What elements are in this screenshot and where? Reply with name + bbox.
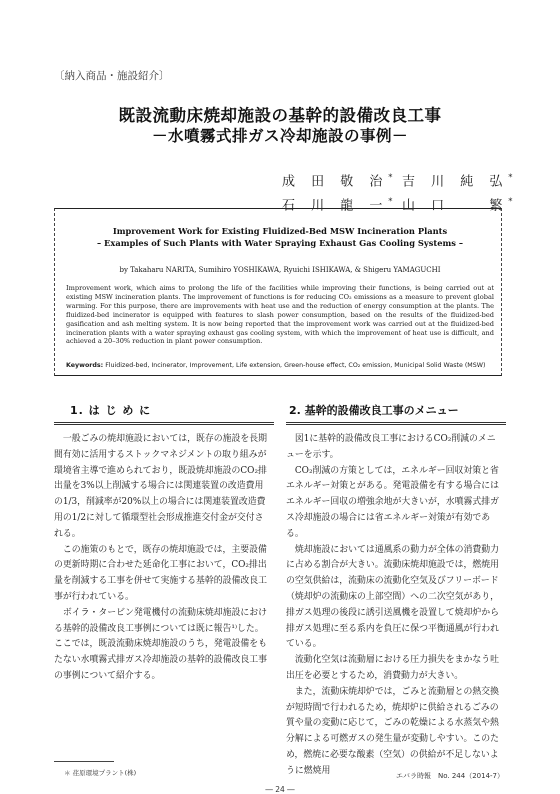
paragraph: この施策のもとで，既存の焼却施設では，主要設備の更新時期に合わせた延命化工事において，CO₂排出量を削減する工事を併せて実施する基幹的設備改良工事が行われている。 <box>54 544 267 602</box>
section-2-heading: 2. 基幹的設備改良工事のメニュー <box>289 404 459 417</box>
english-abstract: Improvement work, which aims to prolong the life of the facilities while improving their functions, is being carried out at existing MSW incineration plants. The improvement of functions is for reducing CO₂ emissions as a measure to prevent global warming. For this purpose, there are improvements with heat use and the reduction of energy consumption at the plants. The fluidized-bed incinerator is equipped with features to slash power consumption, based on the results of the fluidized-bed gasification and ash melting system. It is now being reported that the improvement work was carried out at the fluidized-bed incineration plants with a water spraying exhaust gas cooling system, with which the improvement of heat use is difficult, and achieved a 20–30% reduction in plant power consumption. <box>66 284 494 346</box>
author-affiliation-mark: * <box>508 197 513 207</box>
keywords-label: Keywords: <box>66 362 104 369</box>
section-1-heading: 1. は じ め に <box>70 404 152 417</box>
section-2-body <box>286 432 504 780</box>
author-affiliation-mark: * <box>508 173 513 182</box>
japanese-subtitle: －水噴霧式排ガス冷却施設の事例－ <box>151 127 408 145</box>
section-1-body <box>54 432 272 685</box>
author-affiliation-mark: * <box>388 173 393 182</box>
author-affiliation-mark: * <box>388 197 393 207</box>
footnote-divider <box>54 761 114 762</box>
paragraph: また，流動床焼却炉では，ごみと流動層との熱交換が短時間で行われるため，焼却炉に供給されるごみの質や量の変動に応じて，ごみの乾燥による水蒸気や熱分解による可燃ガスの発生量が変動しやすい。このため，燃焼に必要な酸素（空気）の供給が不足しないように燃焼用 <box>286 686 500 776</box>
english-byline: by Takaharu NARITA, Sumihiro YOSHIKAWA, Ryuichi ISHIKAWA, & Shigeru YAMAGUCHI <box>119 266 441 274</box>
journal-citation: エバラ時報 No. 244（2014-7） <box>396 772 505 780</box>
english-subtitle: – Examples of Such Plants with Water Spraying Exhaust Gas Cooling Systems – <box>97 238 463 248</box>
author-name <box>282 168 402 192</box>
author-name-text: 吉 川 純 弘 <box>402 174 509 190</box>
author-name-text: 石 川 龍 一 <box>282 198 389 214</box>
article-category: 〔納入商品・施設紹介〕 <box>54 70 170 82</box>
keywords <box>66 362 494 369</box>
english-title: Improvement Work for Existing Fluidized-Bed MSW Incineration Plants <box>112 226 448 236</box>
paragraph: 流動化空気は流動層における圧力損失をまかなう吐出圧を必要とするため，消費動力が大きい。 <box>286 655 500 681</box>
paragraph: CO₂削減の方策としては，エネルギー回収対策と省エネルギー対策とがある。発電設備を有する場合にはエネルギー回収の増強余地が大きいが，水噴霧式排ガス冷却施設の場合には省エネルギー対策が有効である。 <box>286 465 499 539</box>
section-1-rule <box>54 422 274 425</box>
section-2-rule <box>286 422 506 425</box>
page-number: ― 24 ― <box>265 785 295 794</box>
author-name <box>402 168 522 192</box>
paragraph: 焼却施設においては通風系の動力が全体の消費動力に占める割合が大きい。流動床焼却施設では，燃焼用の空気供給は，流動床の流動化空気及びフリーボード（焼却炉の流動床の上部空間）への二次空気があり，排ガス処理の後段に誘引送風機を設置して焼却炉から排ガス処理に至る系内を負圧に保つ平衡通風が行われている。 <box>286 544 500 650</box>
footnote-affiliation: ＊ 荏原環境プラント(株) <box>64 769 137 777</box>
japanese-title: 既設流動床焼却施設の基幹的設備改良工事 <box>118 106 442 125</box>
author-name-text: 成 田 敬 治 <box>282 174 389 190</box>
paragraph: 図1に基幹的設備改良工事におけるCO₂削減のメニューを示す。 <box>286 434 496 460</box>
paragraph: ボイラ・タービン発電機付の流動床焼却施設における基幹的設備改良工事例については既に報告¹⁾した。ここでは，既設流動床焼却施設のうち，発電設備をもたない水噴霧式排ガス冷却施設の基幹的設備改良工事の事例について紹介する。 <box>54 607 268 681</box>
author-row <box>282 168 522 192</box>
paragraph: 一般ごみの焼却施設においては，既存の施設を長期間有効に活用するストックマネジメントの取り組みが環境省主導で進められており，既設焼却施設のCO₂排出量を3%以上削減する場合には関連装置の改造費用の1/3，削減率が20%以上の場合には関連装置改造費用の1/2に対して循環型社会形成推進交付金が交付される。 <box>54 434 268 539</box>
keywords-list: Fluidized-bed, Incinerator, Improvement, Life extension, Green-house effect, CO₂ emission, Municipal Solid Waste (MSW) <box>105 362 486 369</box>
author-name-text: 山 口 繁 <box>402 198 509 214</box>
